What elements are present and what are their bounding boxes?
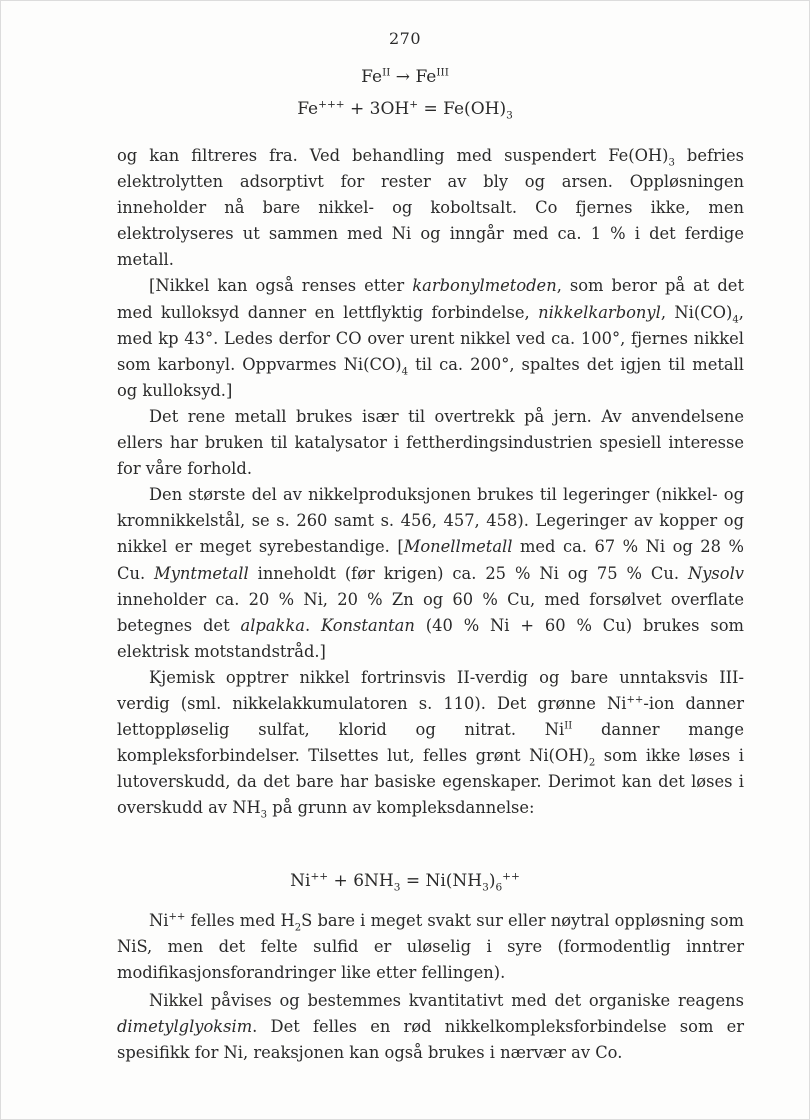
body-text-lower: [117, 908, 744, 1067]
paragraph-uses: Det rene metall brukes især til overtrekk på jern. Av anvendelsene ellers har bruken til katalysator i fettherdingsindustrien spesiell interesse for våre forhold.: [117, 406, 744, 479]
formula-oxidation: $Fe^{II} \to Fe^{III}$: [361, 66, 449, 87]
formula-iron-hydroxide: $Fe^{+++} + 3OH^+ = Fe(OH)_3$: [297, 98, 513, 122]
paragraph-detection: Nikkel påvises og bestemmes kvantitativt med det organiske reagens dimetylglyoksim. Det felles en rød nikkelkompleksforbindelse som er spesifikk for Ni, reaksjonen kan også brukes i nærvær av Co.: [117, 991, 744, 1063]
page-number: 270: [388, 29, 422, 48]
paragraph-sulfide: Ni++ felles med $H_2S$ bare i meget svakt sur eller nøytral oppløsning som NiS, men det felte sulfid er uløselig i syre (formodentlig inntrer modifikasjonsforandringer like etter fellingen).: [117, 911, 744, 983]
paragraph-chemistry: Kjemisk opptrer nikkel fortrinsvis II-verdig og bare unntaksvis III-verdig (sml. nikkelakkumulatoren s. 110). Det grønne Ni++-ion danner lettoppløselig sulfat, klorid og nitrat. $Ni^{II}$ danner mange kompleksforbindelser. Tilsettes lut, felles grønt $Ni(OH)_2$ som ikke løses i lutoverskudd, da det bare har basiske egenskaper. Derimot kan det løses i overskudd av $NH_3$ på grunn av kompleksdannelse:: [117, 667, 744, 821]
body-text-upper: [117, 143, 744, 821]
paragraph-carbonyl-method: [Nikkel kan også renses etter karbonylmetoden, som beror på at det med kulloksyd danner en lettflyktig forbindelse, nikkelkarbonyl, $Ni(CO)_4$, med kp 43°. Ledes derfor CO over urent nikkel ved ca. 100°, fjernes nikkel som karbonyl. Oppvarmes $Ni(CO)_4$ til ca. 200°, spaltes det igjen til metall og kulloksyd.]: [117, 276, 744, 400]
paragraph-filtration: og kan filtreres fra. Ved behandling med suspendert $Fe(OH)_3$ befries elektrolytten adsorptivt for rester av bly og arsen. Oppløsningen inneholder nå bare nikkel- og koboltsalt. Co fjernes ikke, men elektrolyseres ut sammen med Ni og inngår med ca. 1 % i det ferdige metall.: [117, 146, 744, 270]
formula-nickel-ammine: $Ni^{++} + 6NH_3 = Ni(NH_3)_6^{++}$: [290, 870, 520, 894]
paragraph-alloys: Den største del av nikkelproduksjonen brukes til legeringer (nikkel- og kromnikkelstål, se s. 260 samt s. 456, 457, 458). Legeringer av kopper og nikkel er meget syrebestandige. [Monellmetall med ca. 67 % Ni og 28 % Cu. Myntmetall inneholdt (før krigen) ca. 25 % Ni og 75 % Cu. Nysolv inneholder ca. 20 % Ni, 20 % Zn og 60 % Cu, med forsølvet overflate betegnes det alpakka. Konstantan (40 % Ni + 60 % Cu) brukes som elektrisk motstandstråd.]: [117, 485, 744, 661]
